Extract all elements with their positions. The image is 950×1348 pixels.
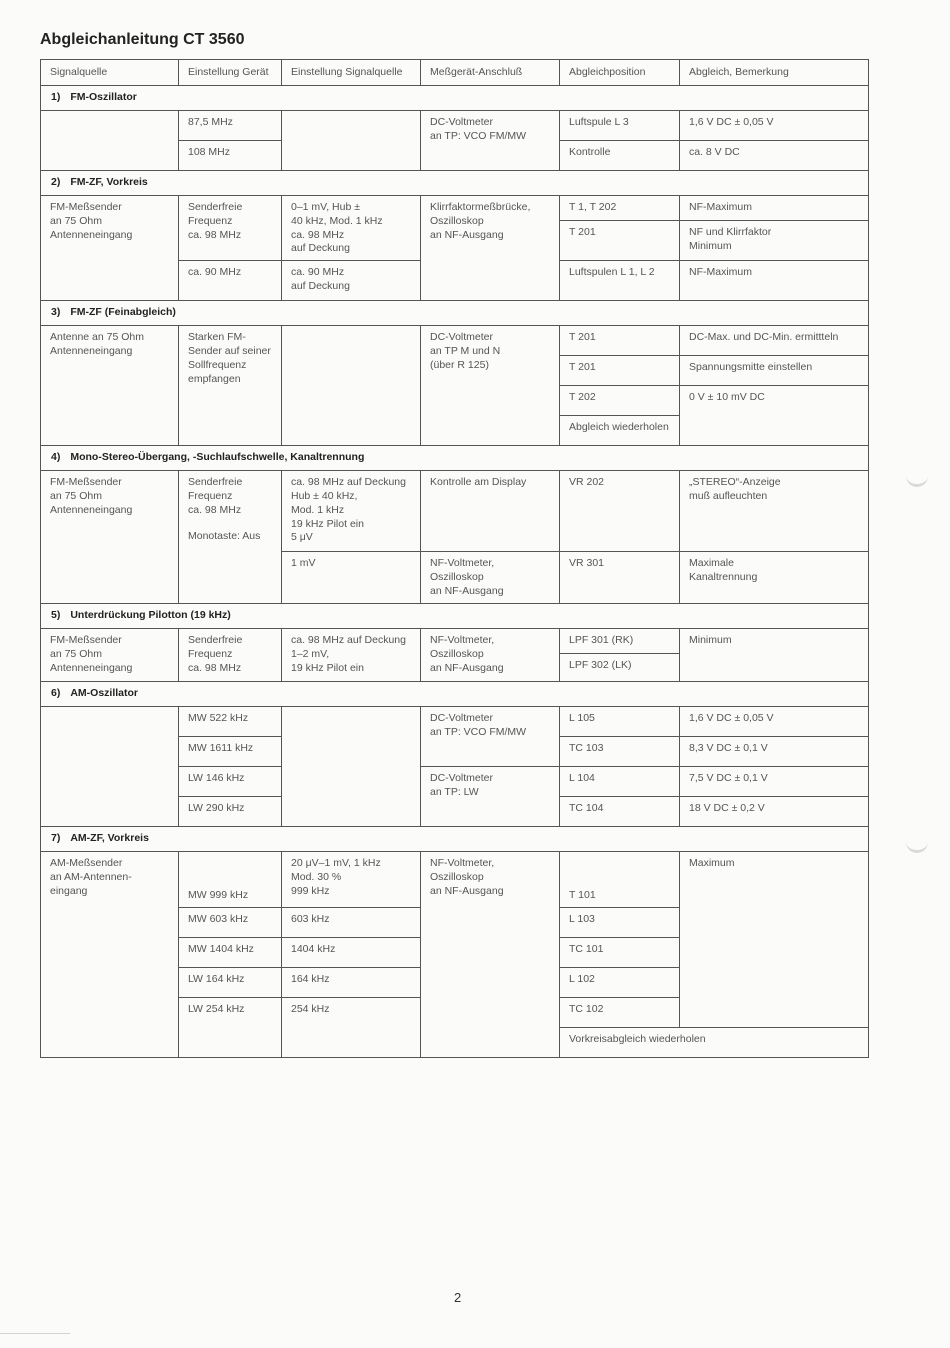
table-cell: Senderfreie Frequenz ca. 98 MHz xyxy=(179,196,282,261)
table-row xyxy=(41,852,869,908)
alignment-table xyxy=(40,59,869,1058)
table-row xyxy=(41,326,869,356)
section-heading: 5) Unterdrückung Pilotton (19 kHz) xyxy=(41,604,869,629)
table-cell: NF-Voltmeter, Oszilloskop an NF-Ausgang xyxy=(421,629,560,682)
table-cell: VR 301 xyxy=(560,552,680,604)
table-cell: Abgleich wiederholen xyxy=(560,416,680,446)
table-cell: „STEREO“-Anzeige muß aufleuchten xyxy=(680,471,869,552)
table-cell: TC 102 xyxy=(560,998,680,1028)
table-cell: TC 104 xyxy=(560,797,680,827)
table-cell: MW 999 kHz xyxy=(179,852,282,908)
table-cell: NF und Klirrfaktor Minimum xyxy=(680,221,869,261)
page-number: 2 xyxy=(454,1290,462,1305)
table-cell: 1404 kHz xyxy=(282,938,421,968)
table-cell: FM-Meßsender an 75 Ohm Antenneneingang xyxy=(41,471,179,604)
table-cell: LW 146 kHz xyxy=(179,767,282,797)
table-cell: Senderfreie Frequenz ca. 98 MHz xyxy=(179,629,282,682)
table-cell: T 201 xyxy=(560,221,680,261)
table-cell: 0–1 mV, Hub ± 40 kHz, Mod. 1 kHz ca. 98 MHz auf Deckung xyxy=(282,196,421,261)
table-cell: DC-Voltmeter an TP: LW xyxy=(421,767,560,827)
table-cell: 1 mV xyxy=(282,552,421,604)
table-cell: FM-Meßsender an 75 Ohm Antenneneingang xyxy=(41,196,179,301)
section-heading: 2) FM-ZF, Vorkreis xyxy=(41,171,869,196)
table-cell: 603 kHz xyxy=(282,908,421,938)
table-cell: LW 254 kHz xyxy=(179,998,282,1058)
table-cell: Klirrfaktormeßbrücke, Oszilloskop an NF-Ausgang xyxy=(421,196,560,301)
section-number: 1) xyxy=(51,91,61,104)
table-cell: Starken FM- Sender auf seiner Sollfrequenz empfangen xyxy=(179,326,282,446)
table-cell: NF-Voltmeter, Oszilloskop an NF-Ausgang xyxy=(421,552,560,604)
table-cell: MW 1611 kHz xyxy=(179,737,282,767)
table-cell: DC-Voltmeter an TP M und N (über R 125) xyxy=(421,326,560,446)
table-cell: DC-Max. und DC-Min. ermittteln xyxy=(680,326,869,356)
header-cell: Einstellung Gerät xyxy=(179,60,282,86)
table-cell: Spannungsmitte einstellen xyxy=(680,356,869,386)
table-cell: LW 290 kHz xyxy=(179,797,282,827)
header-cell: Abgleich, Bemerkung xyxy=(680,60,869,86)
table-cell: MW 1404 kHz xyxy=(179,938,282,968)
table-cell: NF-Maximum xyxy=(680,196,869,221)
table-cell: L 102 xyxy=(560,968,680,998)
table-cell: VR 202 xyxy=(560,471,680,552)
table-cell: TC 101 xyxy=(560,938,680,968)
table-cell: T 201 xyxy=(560,356,680,386)
table-cell: Senderfreie Frequenz ca. 98 MHz Monotaste: Aus xyxy=(179,471,282,604)
punch-hole-mark xyxy=(906,464,928,487)
table-cell: Luftspulen L 1, L 2 xyxy=(560,261,680,301)
table-row xyxy=(41,471,869,552)
punch-hole-mark xyxy=(906,830,928,853)
table-cell: LPF 302 (LK) xyxy=(560,654,680,682)
table-row xyxy=(41,196,869,221)
table-cell: 20 μV–1 mV, 1 kHz Mod. 30 % 999 kHz xyxy=(282,852,421,908)
section-heading: 6) AM-Oszillator xyxy=(41,682,869,707)
table-cell: T 202 xyxy=(560,386,680,416)
table-cell: T 1, T 202 xyxy=(560,196,680,221)
table-cell: 0 V ± 10 mV DC xyxy=(680,386,869,446)
table-cell: L 103 xyxy=(560,908,680,938)
table-row xyxy=(41,707,869,737)
table-cell: 164 kHz xyxy=(282,968,421,998)
header-cell: Abgleichposition xyxy=(560,60,680,86)
section-title: FM-Oszillator xyxy=(70,91,137,104)
table-cell: 87,5 MHz xyxy=(179,111,282,141)
table-cell: LPF 301 (RK) xyxy=(560,629,680,654)
table-cell: TC 103 xyxy=(560,737,680,767)
table-cell: L 104 xyxy=(560,767,680,797)
table-cell: Minimum xyxy=(680,629,869,682)
table-cell: ca. 90 MHz auf Deckung xyxy=(282,261,421,301)
page-title: Abgleichanleitung CT 3560 xyxy=(40,31,245,48)
table-cell: DC-Voltmeter an TP: VCO FM/MW xyxy=(421,707,560,767)
scan-artifact xyxy=(0,1333,70,1337)
table-cell: 8,3 V DC ± 0,1 V xyxy=(680,737,869,767)
table-cell: ca. 98 MHz auf Deckung Hub ± 40 kHz, Mod. 1 kHz 19 kHz Pilot ein 5 μV xyxy=(282,471,421,552)
table-cell: ca. 98 MHz auf Deckung 1–2 mV, 19 kHz Pilot ein xyxy=(282,629,421,682)
table-cell: T 201 xyxy=(560,326,680,356)
table-cell: LW 164 kHz xyxy=(179,968,282,998)
table-cell: ca. 8 V DC xyxy=(680,141,869,171)
table-row xyxy=(41,629,869,654)
table-cell: AM-Meßsender an AM-Antennen- eingang xyxy=(41,852,179,1058)
table-cell: T 101 xyxy=(560,852,680,908)
table-cell: 1,6 V DC ± 0,05 V xyxy=(680,707,869,737)
section-heading: 4) Mono-Stereo-Übergang, -Suchlaufschwelle, Kanaltrennung xyxy=(41,446,869,471)
table-cell: ca. 90 MHz xyxy=(179,261,282,301)
table-cell: 1,6 V DC ± 0,05 V xyxy=(680,111,869,141)
table-cell: MW 603 kHz xyxy=(179,908,282,938)
header-cell: Signalquelle xyxy=(41,60,179,86)
table-cell: FM-Meßsender an 75 Ohm Antenneneingang xyxy=(41,629,179,682)
table-cell: 108 MHz xyxy=(179,141,282,171)
table-cell: 7,5 V DC ± 0,1 V xyxy=(680,767,869,797)
table-cell: Luftspule L 3 xyxy=(560,111,680,141)
header-cell: Meßgerät-Anschluß xyxy=(421,60,560,86)
table-cell: NF-Maximum xyxy=(680,261,869,301)
table-cell: MW 522 kHz xyxy=(179,707,282,737)
table-cell: 18 V DC ± 0,2 V xyxy=(680,797,869,827)
table-row xyxy=(41,111,869,141)
table-header-row xyxy=(41,60,869,86)
table-cell: Kontrolle xyxy=(560,141,680,171)
table-cell: NF-Voltmeter, Oszilloskop an NF-Ausgang xyxy=(421,852,560,1058)
header-cell: Einstellung Signalquelle xyxy=(282,60,421,86)
table-cell: Kontrolle am Display xyxy=(421,471,560,552)
section-heading xyxy=(41,86,869,111)
table-cell: Maximum xyxy=(680,852,869,1028)
table-cell: L 105 xyxy=(560,707,680,737)
section-heading: 7) AM-ZF, Vorkreis xyxy=(41,827,869,852)
table-cell: DC-Voltmeter an TP: VCO FM/MW xyxy=(421,111,560,171)
table-cell: 254 kHz xyxy=(282,998,421,1058)
table-cell: Vorkreisabgleich wiederholen xyxy=(560,1028,869,1058)
section-heading: 3) FM-ZF (Feinabgleich) xyxy=(41,301,869,326)
table-cell: Antenne an 75 Ohm Antenneneingang xyxy=(41,326,179,446)
table-cell: Maximale Kanaltrennung xyxy=(680,552,869,604)
